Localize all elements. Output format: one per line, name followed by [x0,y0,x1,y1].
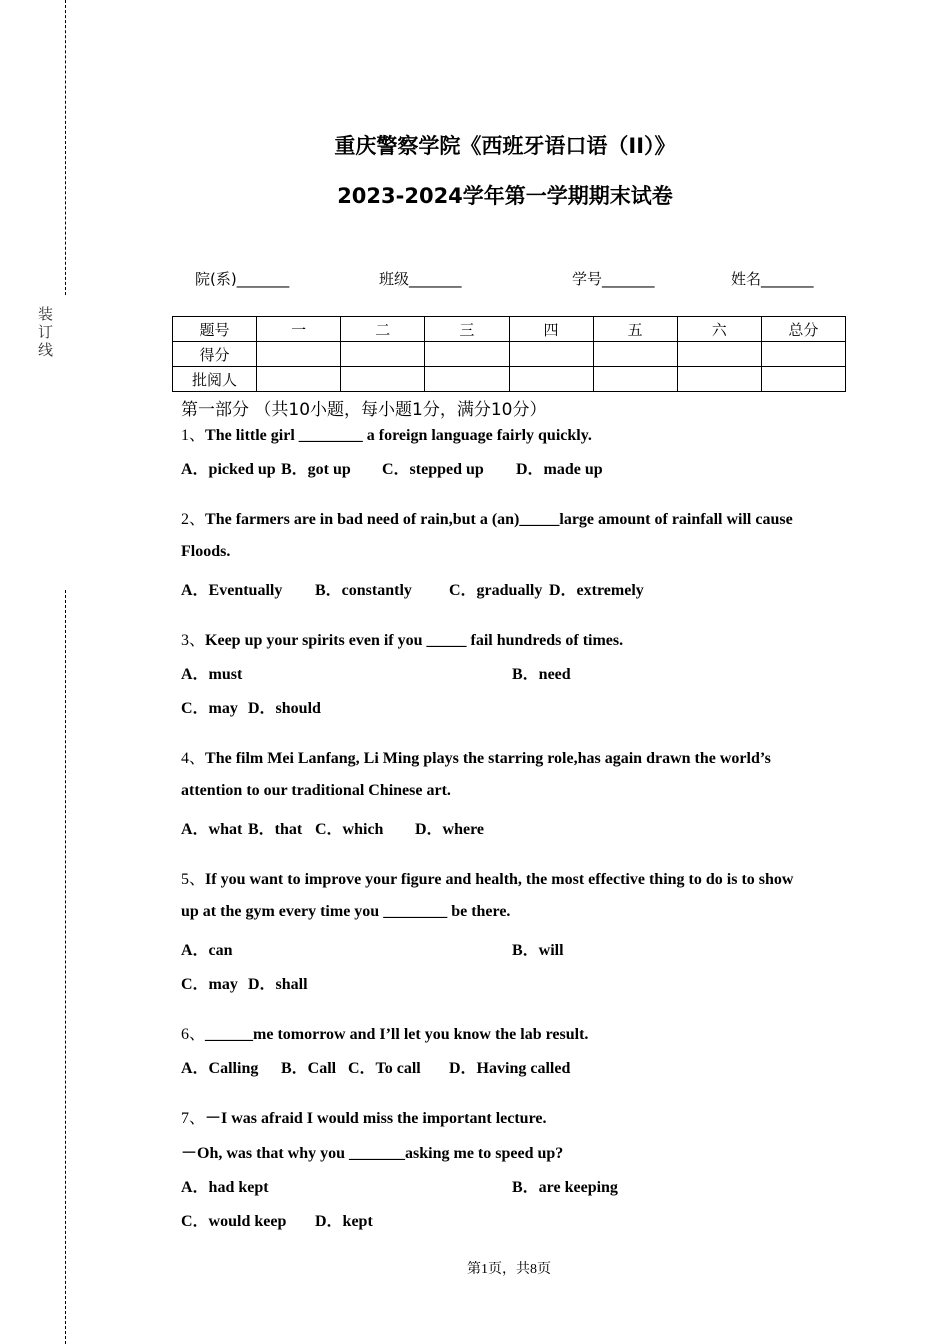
exam-title-line1: 重庆警察学院《西班牙语口语（II）》 [334,134,676,158]
binding-label: 装订线 [38,305,54,359]
question-text: If you want to improve your figure and health, the most effective thing to do is to show [205,871,794,888]
question-number: 6、 [181,1026,206,1043]
question-number: 7、 [181,1110,206,1127]
option-b[interactable]: B．Call [281,1060,337,1077]
option-a[interactable]: A．can [181,942,233,959]
table-header-cell: 总分 [761,317,845,342]
option-b[interactable]: B．will [512,942,564,959]
score-cell[interactable] [425,342,509,367]
question-5-line2: up at the gym every time you ________ be there. [181,903,511,920]
option-c[interactable]: C．stepped up [382,461,484,478]
grader-cell[interactable] [425,367,509,392]
option-a[interactable]: A．had kept [181,1179,269,1196]
question-text: The farmers are in bad need of rain,but a (an)_____large amount of rainfall will cause [205,511,793,528]
option-d[interactable]: D．shall [248,976,308,993]
row-label-grader: 批阅人 [173,367,257,392]
score-cell[interactable] [677,342,761,367]
option-d[interactable]: D．where [415,821,485,838]
page-footer: 第1页，共8页 [467,1262,551,1277]
question-text: －I was afraid I would miss the important lecture. [205,1110,547,1127]
question-4-line2: attention to our traditional Chinese art. [181,782,451,799]
option-a[interactable]: A．must [181,666,243,683]
option-c[interactable]: C．To call [348,1060,421,1077]
option-c[interactable]: C．which [315,821,384,838]
score-table-header-row [173,317,846,342]
grader-cell[interactable] [257,367,341,392]
option-d[interactable]: D．extremely [549,582,644,599]
question-text: Keep up your spirits even if you _____ fail hundreds of times. [205,632,624,649]
class-field[interactable]: 班级_______ [379,270,462,288]
table-header-cell: 题号 [173,317,257,342]
score-cell[interactable] [761,342,845,367]
table-header-cell: 三 [425,317,509,342]
question-number: 3、 [181,632,206,649]
option-b[interactable]: B．got up [281,461,351,478]
question-number: 1、 [181,427,206,444]
option-c[interactable]: C．may [181,700,238,717]
name-field[interactable]: 姓名_______ [731,270,814,288]
grader-cell[interactable] [677,367,761,392]
score-cell[interactable] [341,342,425,367]
option-c[interactable]: C．would keep [181,1213,287,1230]
option-a[interactable]: A．Eventually [181,582,283,599]
question-6 [181,1021,588,1044]
table-header-cell: 六 [677,317,761,342]
option-b[interactable]: B．are keeping [512,1179,618,1196]
binding-dashed-line-bottom [65,590,66,1344]
grader-cell[interactable] [593,367,677,392]
section-title: 第一部分 （共10小题，每小题1分，满分10分） [181,400,547,420]
dept-field[interactable]: 院(系)_______ [195,270,290,288]
question-2-line2: Floods. [181,543,231,560]
option-c[interactable]: C．gradually [449,582,543,599]
option-d[interactable]: D．Having called [449,1060,571,1077]
option-c[interactable]: C．may [181,976,238,993]
exam-title-line2: 2023-2024学年第一学期期末试卷 [337,184,673,208]
table-header-cell: 五 [593,317,677,342]
question-number: 5、 [181,871,206,888]
option-a[interactable]: A．what [181,821,243,838]
option-a[interactable]: A．picked up [181,461,276,478]
grader-cell[interactable] [341,367,425,392]
grader-cell[interactable] [761,367,845,392]
grader-row [173,367,846,392]
score-cell[interactable] [257,342,341,367]
table-header-cell: 二 [341,317,425,342]
grader-cell[interactable] [509,367,593,392]
question-text: The little girl ________ a foreign language fairly quickly. [205,427,592,444]
question-7 [181,1105,547,1128]
question-1 [181,422,592,445]
table-header-cell: 四 [509,317,593,342]
table-header-cell: 一 [257,317,341,342]
question-5 [181,866,793,889]
question-number: 4、 [181,750,206,767]
option-d[interactable]: D．made up [516,461,603,478]
row-label-score: 得分 [173,342,257,367]
score-cell[interactable] [593,342,677,367]
score-cell[interactable] [509,342,593,367]
option-d[interactable]: D．should [248,700,321,717]
question-text: The film Mei Lanfang, Li Ming plays the starring role,has again drawn the world’s [205,750,771,767]
score-row [173,342,846,367]
score-table [172,316,846,392]
option-b[interactable]: B．that [248,821,303,838]
option-a[interactable]: A．Calling [181,1060,259,1077]
option-d[interactable]: D．kept [315,1213,373,1230]
question-3 [181,627,623,650]
question-number: 2、 [181,511,206,528]
question-4 [181,745,771,768]
student-id-field[interactable]: 学号_______ [572,270,655,288]
option-b[interactable]: B．constantly [315,582,412,599]
question-7-line2: －Oh, was that why you _______asking me to speed up? [181,1145,564,1162]
question-2 [181,506,793,529]
question-text: ______me tomorrow and I’ll let you know the lab result. [205,1026,589,1043]
option-b[interactable]: B．need [512,666,571,683]
